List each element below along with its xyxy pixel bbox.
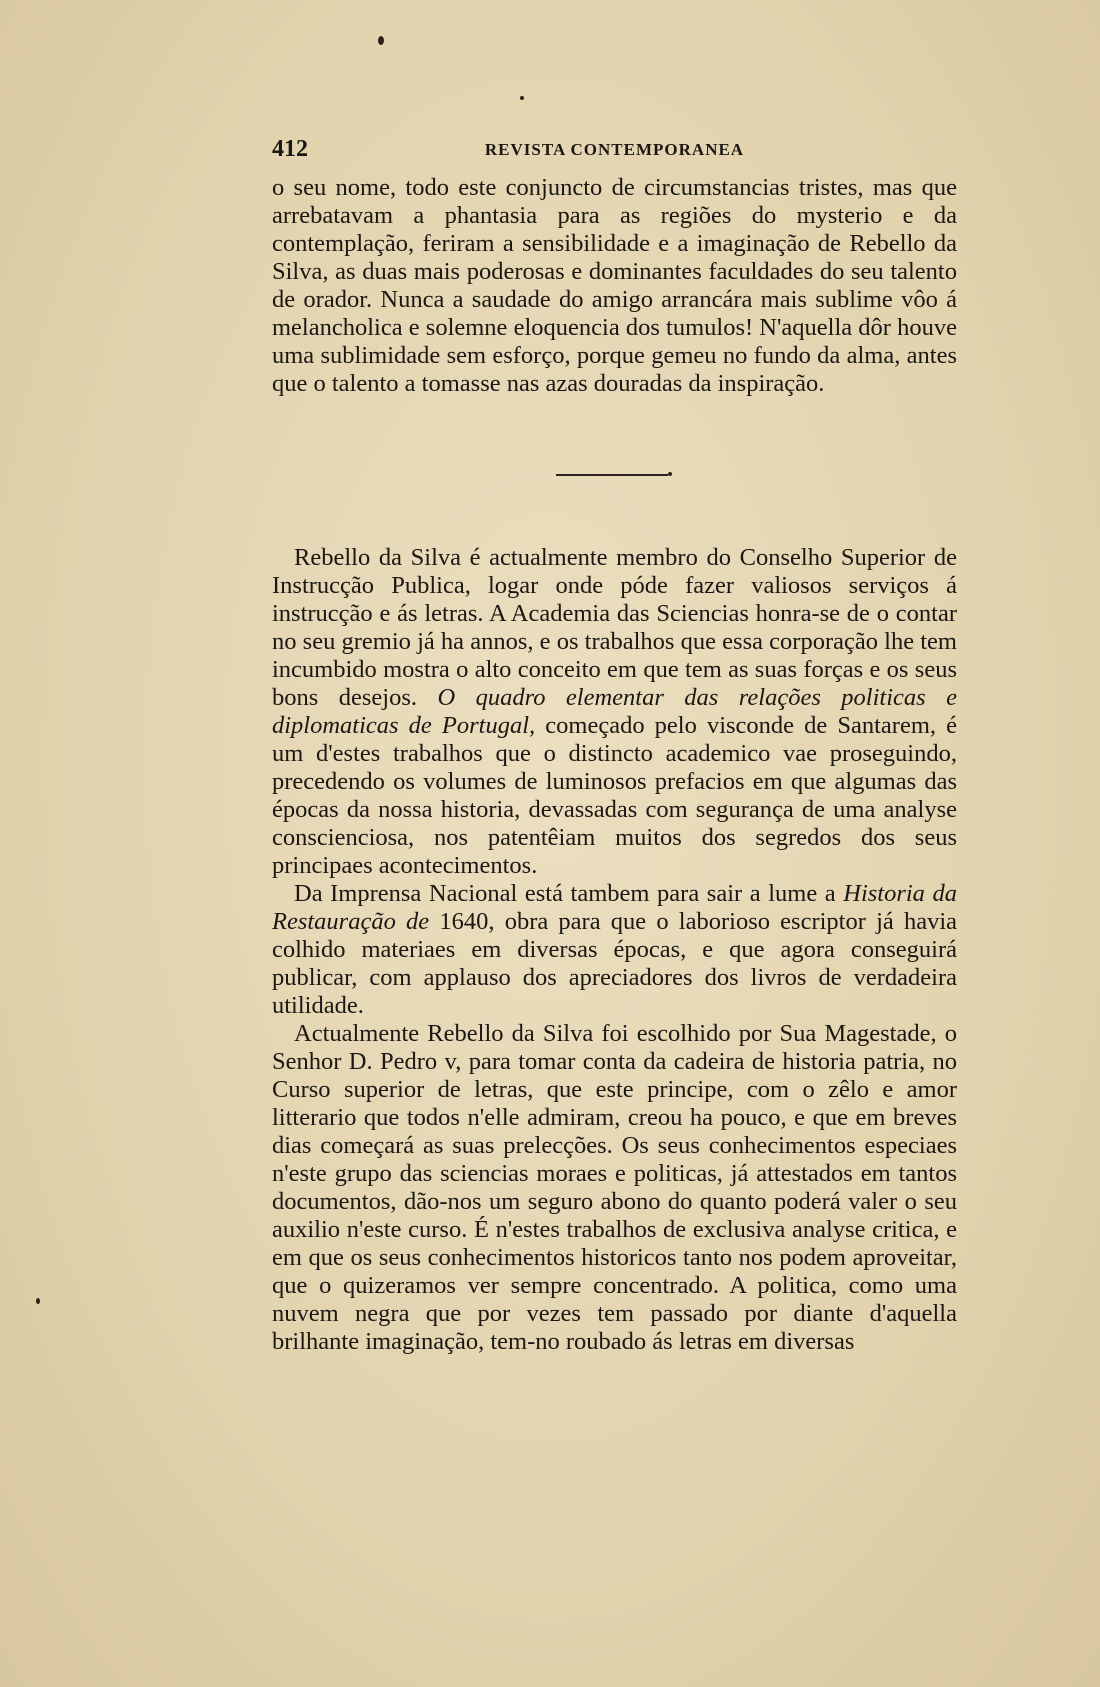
ink-spot: [378, 36, 384, 45]
italic-title: Historia da Restauração de: [272, 880, 958, 935]
paragraph-text: 1640, obra para que o laborioso escriptor já havia colhido materiaes em diversas épocas, e que agora conseguirá publicar, com applauso dos apreciadores dos livros de verdadeira utilidade.: [272, 908, 958, 1019]
running-title: REVISTA CONTEMPORANEA: [484, 140, 745, 159]
page-header: [272, 136, 957, 166]
paragraph-text: Rebello da Silva é actualmente membro do Conselho Superior de Instrucção Publica, logar onde póde fazer valiosos serviços á instrucção e ás letras. A Academia das Sciencias honra-se de o contar no seu gremio já ha annos, e os trabalhos que essa corporação lhe tem incumbido mostra o alto conceito em que tem as suas forças e os seus bons desejos.: [272, 544, 957, 711]
paragraph: o seu nome, todo este conjuncto de circumstancias tristes, mas que arrebatavam a phantasia para as regiões do mysterio e da contemplação, feriram a sensibilidade e a imaginação de Rebello da Silva, as duas mais poderosas e dominantes faculdades do seu talento de orador. Nunca a saudade do amigo arrancára mais sublime vôo á melancholica e solemne eloquencia dos tumulos! N'aquella dôr houve uma sublimidade sem esforço, porque gemeu no fundo da alma, antes que o talento a tomasse nas azas douradas da inspiração.: [272, 174, 957, 397]
page-number: 412: [272, 136, 308, 162]
paragraph: [272, 544, 957, 880]
text-block-top: [272, 174, 957, 398]
text-block-main: [272, 544, 957, 1356]
section-divider: [556, 474, 668, 476]
paragraph: [272, 880, 957, 1020]
ink-spot: [520, 96, 524, 100]
paragraph: Actualmente Rebello da Silva foi escolhido por Sua Magestade, o Senhor D. Pedro v, para tomar conta da cadeira de historia patria, no Curso superior de letras, que este principe, com o zêlo e amor litterario que todos n'elle admiram, creou ha pouco, e que em breves dias começará as suas prelecções. Os seus conhecimentos especiaes n'este grupo das sciencias moraes e politicas, já attestados em tantos documentos, dão-nos um seguro abono do quanto poderá valer o seu auxilio n'este curso. É n'estes trabalhos de exclusiva analyse critica, e em que os seus conhecimentos historicos tanto nos podem aproveitar, que o quizeramos ver sempre concentrado. A politica, como uma nuvem negra que por vezes tem passado por diante d'aquella brilhante imaginação, tem-no roubado ás letras em diversas: [272, 1020, 957, 1355]
italic-title: O quadro elementar das relações politicas e diplomaticas de Portugal,: [272, 684, 958, 739]
paragraph-text: começado pelo visconde de Santarem, é um d'estes trabalhos que o distincto academico vae proseguindo, precedendo os volumes de luminosos prefacios em que algumas das épocas da nossa historia, devassadas com segurança de uma analyse conscienciosa, nos patentêiam muitos dos segredos dos seus principaes acontecimentos.: [272, 712, 957, 879]
ink-spot: [36, 1298, 40, 1304]
paragraph-text: Da Imprensa Nacional está tambem para sair a lume a: [294, 880, 836, 907]
